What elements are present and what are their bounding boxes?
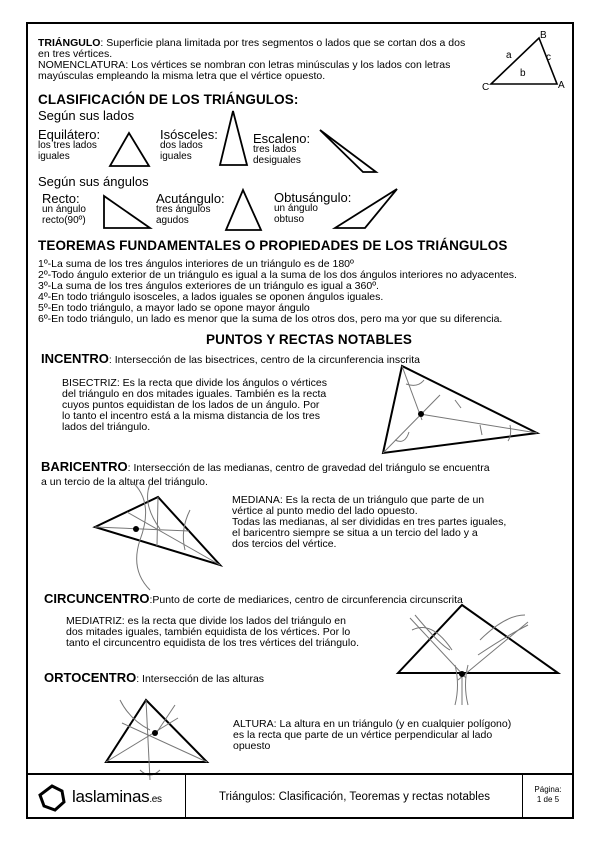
by-angles-heading: Según sus ángulos — [38, 174, 149, 189]
mediatriz-line: dos mitades iguales, también equidista de los vértices. Por lo — [66, 626, 351, 638]
escaleno-desc-1: tres lados — [253, 144, 297, 155]
isosceles-desc-1: dos lados — [160, 140, 203, 151]
page-indicator — [524, 785, 572, 805]
mediana-line: Todas las medianas, al ser divididas en tres partes iguales, — [232, 516, 507, 528]
obtusangulo-desc-1: un ángulo — [274, 203, 318, 214]
recto-desc-1: un ángulo — [42, 204, 86, 215]
classification-title: CLASIFICACIÓN DE LOS TRIÁNGULOS: — [38, 92, 299, 107]
notable-title: PUNTOS Y RECTAS NOTABLES — [206, 332, 412, 347]
side-label-c: c — [546, 52, 551, 63]
escaleno-name: Escaleno: — [253, 131, 311, 146]
term-nomenclatura: NOMENCLATURA — [38, 59, 126, 71]
incentro-desc: : Intersección de las bisectrices, centro de la circunferencia inscrita — [108, 354, 420, 366]
mediana-line: el baricentro siempre se situa a un tercio del lado y a — [232, 527, 478, 539]
bisectriz-line: del triángulo en dos mitades iguales. También es la recta — [62, 388, 327, 400]
mediana-line: dos tercios del vértice. — [232, 538, 337, 550]
isosceles-name: Isósceles: — [160, 127, 218, 142]
term-triangulo: TRIÁNGULO — [38, 37, 101, 49]
mediatriz-line: MEDIATRIZ: es la recta que divide los lados del triángulo en — [66, 615, 346, 627]
theorem-item: 4º-En todo triángulo isosceles, a lados iguales se oponen ángulos iguales. — [38, 291, 384, 303]
obtusangulo-name: Obtusángulo: — [274, 190, 352, 205]
equilatero-name: Equilátero: — [38, 127, 101, 142]
vertex-label-c: C — [482, 82, 490, 93]
definition-nomenclatura: : Los vértices se nombran con letras minúsculas y los lados con letras mayúsculas empleando la misma letra que el vértice opuesto. — [38, 59, 451, 82]
mediatriz-line: tanto el circuncentro equidista de los tres vértices del triángulo. — [66, 637, 359, 649]
equilatero-desc-1: los tres lados — [38, 140, 97, 151]
recto-name: Recto: — [42, 191, 80, 206]
definition-triangulo: : Superficie plana limitada por tres segmentos o lados que se cortan dos a dos en tres vértices. — [38, 37, 466, 60]
vertex-label-a: A — [558, 80, 565, 91]
theorems-title: TEOREMAS FUNDAMENTALES O PROPIEDADES DE LOS TRIÁNGULOS — [38, 238, 508, 253]
by-sides-heading: Según sus lados — [38, 108, 135, 123]
theorem-item: 1º-La suma de los tres ángulos interiores de un triángulo es de 180º — [38, 258, 354, 270]
isosceles-desc-2: iguales — [160, 150, 192, 162]
incentro-name: INCENTRO — [41, 351, 109, 366]
theorem-item: 2º-Todo ángulo exterior de un triángulo es igual a la suma de los dos ángulos interiores no adyacentes. — [38, 269, 517, 281]
recto-desc-2: recto(90º) — [42, 214, 86, 226]
obtusangulo-desc-2: obtuso — [274, 213, 305, 225]
acutangulo-desc-1: tres ángulos — [156, 204, 211, 215]
theorem-item: 5º-En todo triángulo, a mayor lado se opone mayor ángulo — [38, 302, 310, 314]
bisectriz-line: lados del triángulo. — [62, 421, 151, 433]
logo[interactable] — [72, 787, 162, 807]
mediana-line: vértice al punto medio del lado opuesto. — [232, 505, 418, 517]
circuncentro-name: CIRCUNCENTRO — [44, 591, 150, 606]
page-label: Página: — [534, 785, 562, 794]
mediana-line: MEDIANA: Es la recta de un triángulo que parte de un — [232, 494, 485, 506]
vertex-label-b: B — [540, 30, 547, 41]
escaleno-desc-2: desiguales — [253, 154, 301, 166]
equilatero-desc-2: iguales — [38, 150, 70, 162]
side-label-a: a — [506, 50, 512, 61]
bisectriz-line: lo tanto el incentro está a la misma distancia de los tres — [62, 410, 320, 422]
logo-text: laslaminas — [72, 787, 150, 806]
theorem-item: 6º-En todo triángulo, un lado es menor que la suma de los otros dos, pero ma yor que su diferencia. — [38, 313, 503, 325]
bisectriz-line: cuyos puntos equidistan de los lados de un ángulo. Por — [62, 399, 320, 411]
altura-line: es la recta que parte de un vértice perpendicular al lado — [233, 729, 493, 741]
ortocentro-name: ORTOCENTRO — [44, 670, 137, 685]
acutangulo-name: Acutángulo: — [156, 191, 225, 206]
ortocentro-desc: : Intersección de las alturas — [136, 673, 265, 685]
acutangulo-desc-2: agudos — [156, 214, 189, 226]
altura-line: opuesto — [233, 740, 271, 752]
baricentro-desc-2: a un tercio de la altura del triángulo. — [41, 476, 208, 488]
baricentro-name: BARICENTRO — [41, 459, 128, 474]
baricentro-desc: : Intersección de las medianas, centro de gravedad del triángulo se encuentra — [127, 462, 490, 474]
bisectriz-line: BISECTRIZ: Es la recta que divide los ángulos o vértices — [62, 377, 327, 389]
footer-title: Triángulos: Clasificación, Teoremas y rectas notables — [218, 791, 490, 803]
circuncentro-desc: :Punto de corte de mediarices, centro de circunferencia circunscrita — [149, 594, 463, 606]
theorem-item: 3º-La suma de los tres ángulos exteriores de un triángulo es igual a 360º. — [38, 280, 379, 292]
side-label-b: b — [520, 68, 526, 79]
altura-line: ALTURA: La altura en un triángulo (y en cualquier polígono) — [233, 718, 512, 730]
logo-suffix: .es — [149, 794, 162, 805]
page-value: 1 de 5 — [536, 795, 560, 804]
